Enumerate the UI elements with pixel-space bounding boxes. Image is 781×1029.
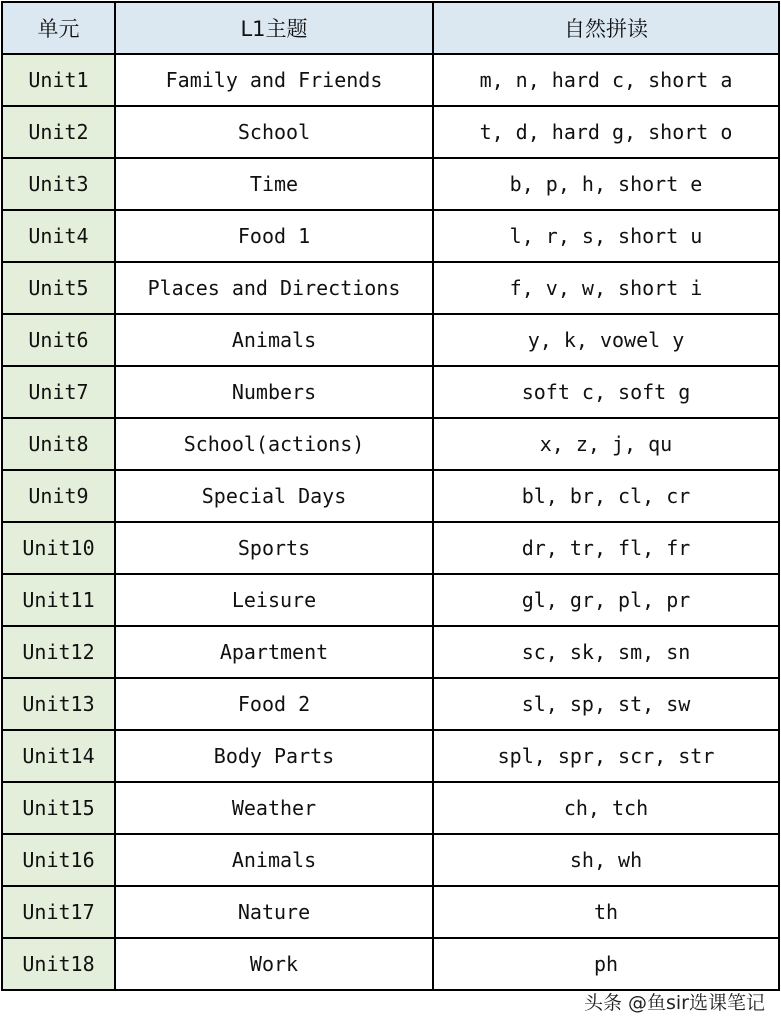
table-row bbox=[2, 470, 779, 522]
table-row bbox=[2, 262, 779, 314]
unit-cell: Unit4 bbox=[2, 210, 115, 262]
topic-cell: Places and Directions bbox=[115, 262, 433, 314]
unit-cell: Unit6 bbox=[2, 314, 115, 366]
phonics-cell: ch, tch bbox=[433, 782, 779, 834]
unit-cell: Unit10 bbox=[2, 522, 115, 574]
topic-cell: Sports bbox=[115, 522, 433, 574]
topic-cell: Work bbox=[115, 938, 433, 990]
topic-cell: Food 2 bbox=[115, 678, 433, 730]
phonics-cell: l, r, s, short u bbox=[433, 210, 779, 262]
table-row bbox=[2, 730, 779, 782]
phonics-cell: soft c, soft g bbox=[433, 366, 779, 418]
unit-cell: Unit1 bbox=[2, 54, 115, 106]
table-body bbox=[2, 54, 779, 990]
unit-cell: Unit2 bbox=[2, 106, 115, 158]
table-row bbox=[2, 314, 779, 366]
table-row bbox=[2, 158, 779, 210]
table-row bbox=[2, 54, 779, 106]
phonics-cell: y, k, vowel y bbox=[433, 314, 779, 366]
phonics-cell: m, n, hard c, short a bbox=[433, 54, 779, 106]
table-row bbox=[2, 782, 779, 834]
topic-cell: School bbox=[115, 106, 433, 158]
topic-cell: Food 1 bbox=[115, 210, 433, 262]
table-row bbox=[2, 938, 779, 990]
unit-cell: Unit17 bbox=[2, 886, 115, 938]
unit-cell: Unit5 bbox=[2, 262, 115, 314]
phonics-cell: f, v, w, short i bbox=[433, 262, 779, 314]
unit-cell: Unit18 bbox=[2, 938, 115, 990]
phonics-cell: bl, br, cl, cr bbox=[433, 470, 779, 522]
table-row bbox=[2, 522, 779, 574]
phonics-cell: b, p, h, short e bbox=[433, 158, 779, 210]
table-row bbox=[2, 834, 779, 886]
topic-cell: Numbers bbox=[115, 366, 433, 418]
topic-cell: Leisure bbox=[115, 574, 433, 626]
topic-cell: Body Parts bbox=[115, 730, 433, 782]
table-row bbox=[2, 210, 779, 262]
header-unit: 单元 bbox=[2, 2, 115, 54]
topic-cell: Nature bbox=[115, 886, 433, 938]
topic-cell: Time bbox=[115, 158, 433, 210]
phonics-cell: sl, sp, st, sw bbox=[433, 678, 779, 730]
phonics-cell: spl, spr, scr, str bbox=[433, 730, 779, 782]
header-row bbox=[2, 2, 779, 54]
curriculum-table bbox=[1, 1, 780, 991]
unit-cell: Unit14 bbox=[2, 730, 115, 782]
topic-cell: Animals bbox=[115, 314, 433, 366]
topic-cell: Special Days bbox=[115, 470, 433, 522]
phonics-cell: x, z, j, qu bbox=[433, 418, 779, 470]
phonics-cell: ph bbox=[433, 938, 779, 990]
unit-cell: Unit16 bbox=[2, 834, 115, 886]
unit-cell: Unit11 bbox=[2, 574, 115, 626]
phonics-cell: gl, gr, pl, pr bbox=[433, 574, 779, 626]
unit-cell: Unit12 bbox=[2, 626, 115, 678]
unit-cell: Unit8 bbox=[2, 418, 115, 470]
unit-cell: Unit9 bbox=[2, 470, 115, 522]
phonics-cell: dr, tr, fl, fr bbox=[433, 522, 779, 574]
table-row bbox=[2, 366, 779, 418]
topic-cell: Weather bbox=[115, 782, 433, 834]
table-row bbox=[2, 418, 779, 470]
header-topic: L1主题 bbox=[115, 2, 433, 54]
table-row bbox=[2, 678, 779, 730]
phonics-cell: sc, sk, sm, sn bbox=[433, 626, 779, 678]
phonics-cell: sh, wh bbox=[433, 834, 779, 886]
phonics-cell: t, d, hard g, short o bbox=[433, 106, 779, 158]
unit-cell: Unit13 bbox=[2, 678, 115, 730]
watermark: 头条 @鱼sir选课笔记 bbox=[583, 992, 765, 1014]
table-row bbox=[2, 626, 779, 678]
header-phonics: 自然拼读 bbox=[433, 2, 779, 54]
unit-cell: Unit7 bbox=[2, 366, 115, 418]
table-row bbox=[2, 574, 779, 626]
topic-cell: School(actions) bbox=[115, 418, 433, 470]
table-row bbox=[2, 106, 779, 158]
phonics-cell: th bbox=[433, 886, 779, 938]
topic-cell: Family and Friends bbox=[115, 54, 433, 106]
topic-cell: Apartment bbox=[115, 626, 433, 678]
unit-cell: Unit3 bbox=[2, 158, 115, 210]
unit-cell: Unit15 bbox=[2, 782, 115, 834]
topic-cell: Animals bbox=[115, 834, 433, 886]
table-row bbox=[2, 886, 779, 938]
